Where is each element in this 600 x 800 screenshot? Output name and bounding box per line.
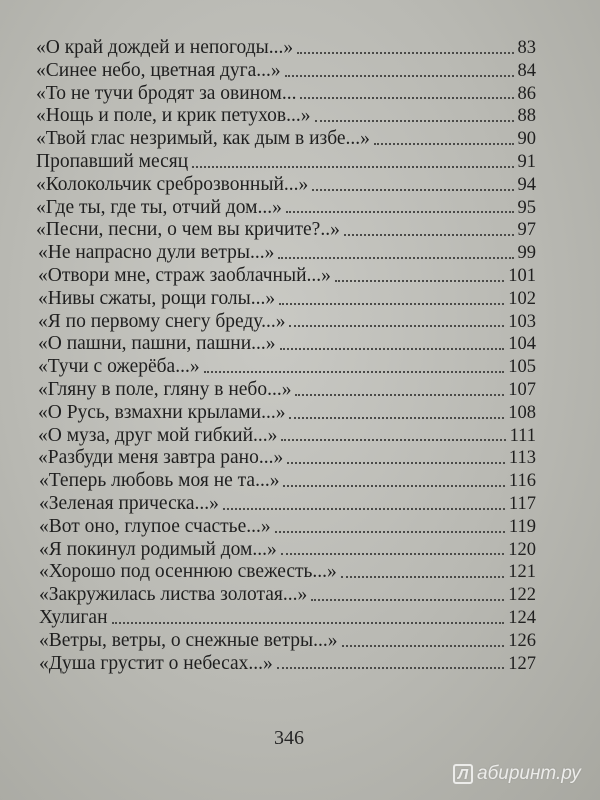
toc-entry-title: «Синее небо, цветная дуга...»	[36, 59, 281, 81]
toc-entry-title: «Твой глас незримый, как дым в избе...»	[36, 128, 370, 150]
toc-entry	[36, 151, 536, 174]
toc-entry-page: 126	[508, 630, 536, 651]
toc-entry-title: «Тучи с ожерёба...»	[38, 356, 200, 378]
toc-entry-page: 88	[517, 106, 536, 127]
toc-entry-title: «О Русь, взмахни крылами...»	[38, 401, 286, 423]
table-of-contents	[36, 37, 536, 675]
toc-entry-page: 86	[517, 83, 536, 104]
toc-entry-title: «То не тучи бродят за овином...	[36, 82, 297, 104]
toc-entry-title: «Нивы сжаты, рощи голы...»	[38, 287, 276, 309]
toc-entry-page: 101	[508, 265, 536, 286]
toc-entry-title: «Гляну в поле, гляну в небо...»	[38, 378, 292, 400]
toc-entry-title: «Нощь и поле, и крик петухов...»	[36, 105, 311, 127]
toc-entry-title: «Где ты, где ты, отчий дом...»	[36, 196, 282, 218]
toc-entry-page: 99	[517, 243, 536, 264]
toc-entry-title: «Колокольчик среброзвонный...»	[36, 173, 309, 195]
toc-entry	[36, 447, 536, 470]
toc-entry-page: 127	[508, 653, 536, 674]
toc-entry	[36, 265, 536, 288]
toc-entry-page: 121	[508, 562, 536, 583]
toc-entry-page: 120	[508, 539, 536, 560]
dot-leader	[278, 255, 513, 259]
toc-entry	[36, 37, 536, 60]
toc-entry-title: «Отвори мне, страж заоблачный...»	[38, 264, 331, 286]
toc-entry	[36, 653, 536, 676]
toc-entry	[36, 356, 536, 379]
dot-leader	[112, 620, 505, 624]
toc-entry	[36, 128, 536, 151]
toc-entry-page: 102	[508, 288, 536, 309]
toc-entry-title: «О пашни, пашни, пашни...»	[38, 333, 276, 355]
toc-entry-page: 122	[508, 585, 536, 606]
toc-entry-page: 97	[517, 220, 536, 241]
labirint-logo-icon: Л	[453, 764, 473, 784]
watermark-text: абиринт.ру	[477, 763, 581, 784]
dot-leader	[311, 597, 504, 601]
toc-entry-title: «О муза, друг мой гибкий...»	[38, 424, 278, 446]
toc-entry-page: 108	[508, 402, 536, 423]
toc-entry-page: 124	[508, 607, 536, 628]
toc-entry	[36, 630, 536, 653]
toc-entry-page: 116	[508, 471, 536, 492]
toc-entry-page: 95	[517, 197, 536, 218]
toc-entry-page: 91	[517, 151, 536, 172]
dot-leader	[192, 164, 513, 168]
toc-entry-page: 119	[508, 516, 536, 537]
toc-entry-page: 83	[517, 38, 536, 58]
toc-entry-page: 111	[509, 425, 536, 446]
dot-leader	[283, 483, 504, 487]
dot-leader	[374, 141, 514, 145]
dot-leader	[287, 460, 505, 464]
toc-entry	[36, 493, 536, 516]
dot-leader	[281, 551, 505, 555]
toc-entry	[36, 105, 536, 128]
toc-entry	[36, 516, 536, 539]
toc-entry	[36, 311, 536, 334]
toc-entry	[36, 288, 536, 311]
dot-leader	[275, 529, 505, 533]
toc-entry	[36, 539, 536, 562]
dot-leader	[297, 50, 513, 54]
page-number: 346	[274, 727, 304, 749]
toc-entry-page: 103	[508, 311, 536, 332]
toc-entry-title: «Теперь любовь моя не та...»	[39, 470, 280, 492]
toc-entry	[36, 379, 536, 402]
dot-leader	[300, 95, 513, 99]
dot-leader	[223, 506, 505, 510]
toc-entry-title: «Я по первому снегу бреду...»	[38, 310, 286, 332]
dot-leader	[315, 118, 514, 122]
toc-entry	[36, 174, 536, 197]
toc-entry-title: «Хорошо под осеннюю свежесть...»	[39, 561, 337, 583]
toc-entry-page: 90	[517, 129, 536, 150]
toc-entry	[36, 60, 536, 83]
toc-entry-page: 94	[517, 174, 536, 195]
toc-entry-page: 107	[508, 379, 536, 400]
toc-entry-title: Хулиган	[39, 606, 108, 628]
toc-entry	[36, 402, 536, 425]
toc-entry-title: «Разбуди меня завтра рано...»	[38, 447, 284, 469]
dot-leader	[285, 73, 514, 77]
toc-entry	[36, 333, 536, 356]
toc-entry	[36, 584, 536, 607]
dot-leader	[204, 369, 505, 373]
dot-leader	[312, 187, 513, 191]
toc-entry-title: «Ветры, ветры, о снежные ветры...»	[39, 629, 338, 651]
dot-leader	[286, 209, 514, 213]
dot-leader	[341, 574, 504, 578]
dot-leader	[344, 232, 514, 236]
dot-leader	[279, 301, 504, 305]
dot-leader	[277, 665, 504, 669]
toc-entry	[36, 219, 536, 242]
toc-entry-page: 113	[508, 448, 536, 469]
dot-leader	[335, 278, 504, 282]
toc-entry-title: «Я покинул родимый дом...»	[39, 538, 277, 560]
dot-leader	[289, 415, 504, 419]
toc-entry	[36, 242, 536, 265]
toc-entry-page: 84	[517, 60, 536, 81]
toc-entry-title: «Песни, песни, о чем вы кричите?..»	[36, 219, 340, 241]
dot-leader	[289, 323, 504, 327]
toc-entry-title: «Не напрасно дули ветры...»	[38, 242, 275, 264]
toc-entry	[36, 83, 536, 106]
toc-entry-title: «О край дождей и непогоды...»	[36, 37, 294, 58]
dot-leader	[280, 346, 505, 350]
watermark	[453, 763, 581, 785]
toc-entry-title: «Душа грустит о небесах...»	[39, 652, 273, 674]
toc-entry-title: «Зеленая прическа...»	[39, 492, 219, 514]
toc-entry	[36, 197, 536, 220]
toc-entry	[36, 470, 536, 493]
toc-entry	[36, 425, 536, 448]
toc-entry	[36, 561, 536, 584]
toc-entry	[36, 607, 536, 630]
toc-entry-title: «Закружилась листва золотая...»	[39, 584, 308, 606]
toc-entry-page: 117	[508, 493, 536, 514]
toc-entry-title: Пропавший месяц	[36, 150, 189, 172]
toc-entry-title: «Вот оно, глупое счастье...»	[39, 515, 271, 537]
toc-entry-page: 105	[508, 357, 536, 378]
dot-leader	[281, 437, 505, 441]
toc-entry-page: 104	[508, 334, 536, 355]
dot-leader	[342, 643, 505, 647]
dot-leader	[295, 392, 504, 396]
